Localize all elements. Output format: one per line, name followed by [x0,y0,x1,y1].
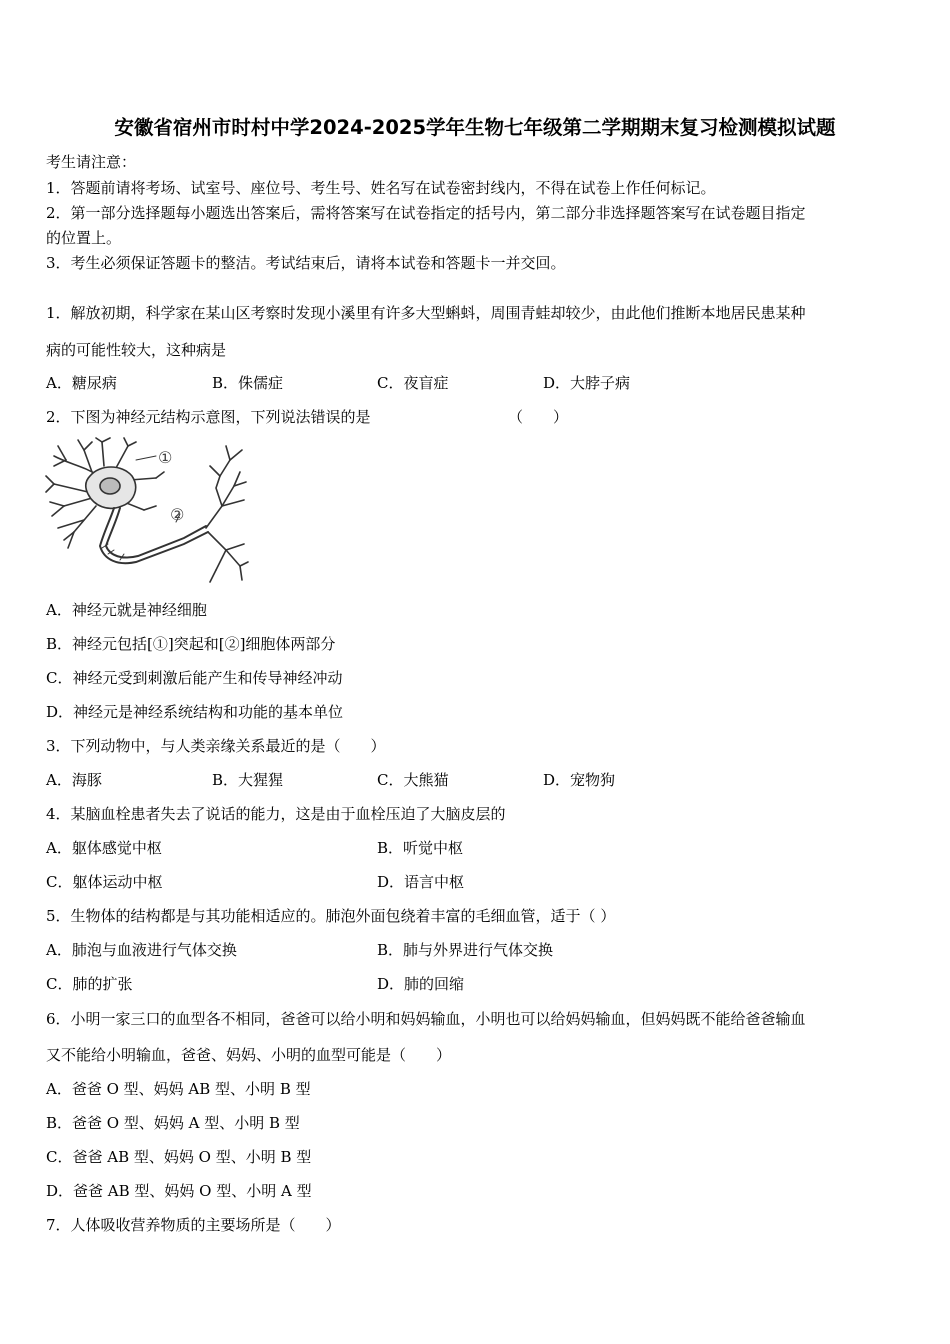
question-5-option-a: A．肺泡与血液进行气体交换 [46,941,237,959]
notice-heading: 考生请注意： [46,153,137,171]
question-6-option-d: D．爸爸 AB 型、妈妈 O 型、小明 A 型 [46,1182,312,1200]
figure-label-1: ① [158,448,173,467]
question-4-option-c: C．躯体运动中枢 [46,873,163,891]
question-5-option-d: D．肺的回缩 [377,975,465,993]
question-2-option-a: A．神经元就是神经细胞 [46,601,207,619]
question-2-stem: 2．下图为神经元结构示意图，下列说法错误的是 [46,408,371,426]
question-3-stem: 3．下列动物中，与人类亲缘关系最近的是（ ） [46,737,386,755]
question-4-option-d: D．语言中枢 [377,873,465,891]
question-1-option-c: C．夜盲症 [377,374,449,392]
notice-item: 3．考生必须保证答题卡的整洁。考试结束后，请将本试卷和答题卡一并交回。 [46,254,566,272]
question-2-option-b: B．神经元包括[①]突起和[②]细胞体两部分 [46,635,336,653]
figure-label-2: ② [170,505,185,524]
question-3-option-d: D．宠物狗 [543,771,616,789]
question-5-option-b: B．肺与外界进行气体交换 [377,941,554,959]
question-2-option-c: C．神经元受到刺激后能产生和传导神经冲动 [46,669,343,687]
question-3-option-c: C．大熊猫 [377,771,449,789]
question-2-option-d: D．神经元是神经系统结构和功能的基本单位 [46,703,344,721]
question-5-stem: 5．生物体的结构都是与其功能相适应的。肺泡外面包绕着丰富的毛细血管，适于（ ） [46,907,616,925]
question-1-option-b: B．侏儒症 [212,374,284,392]
notice-item: 的位置上。 [46,229,122,247]
question-6-stem: 又不能给小明输血，爸爸、妈妈、小明的血型可能是（ ） [46,1046,452,1064]
question-1-option-a: A．糖尿病 [46,374,117,392]
question-4-option-a: A．躯体感觉中枢 [46,839,162,857]
question-1-option-d: D．大脖子病 [543,374,631,392]
notice-item: 1．答题前请将考场、试室号、座位号、考生号、姓名写在试卷密封线内，不得在试卷上作任何标记。 [46,179,716,197]
question-6-option-b: B．爸爸 O 型、妈妈 A 型、小明 B 型 [46,1114,300,1132]
question-3-option-a: A．海豚 [46,771,102,789]
question-1-stem: 1．解放初期，科学家在某山区考察时发现小溪里有许多大型蝌蚪，周围青蛙却较少，由此他们推断本地居民患某种 [46,304,806,322]
question-1-stem: 病的可能性较大，这种病是 [46,341,227,359]
question-3-option-b: B．大猩猩 [212,771,284,789]
question-6-option-a: A．爸爸 O 型、妈妈 AB 型、小明 B 型 [46,1080,311,1098]
question-4-stem: 4．某脑血栓患者失去了说话的能力，这是由于血栓压迫了大脑皮层的 [46,805,506,823]
notice-item: 2．第一部分选择题每小题选出答案后，需将答案写在试卷指定的括号内，第二部分非选择题答案写在试卷题目指定 [46,204,806,222]
question-6-stem: 6．小明一家三口的血型各不相同，爸爸可以给小明和妈妈输血，小明也可以给妈妈输血，但妈妈既不能给爸爸输血 [46,1010,806,1028]
question-4-option-b: B．听觉中枢 [377,839,464,857]
question-2-answer-bracket: （ ） [508,408,569,426]
question-6-option-c: C．爸爸 AB 型、妈妈 O 型、小明 B 型 [46,1148,312,1166]
question-5-option-c: C．肺的扩张 [46,975,133,993]
neuron-diagram [44,436,250,586]
question-7-stem: 7．人体吸收营养物质的主要场所是（ ） [46,1216,341,1234]
exam-title: 安徽省宿州市时村中学2024-2025学年生物七年级第二学期期末复习检测模拟试题 [114,116,836,139]
